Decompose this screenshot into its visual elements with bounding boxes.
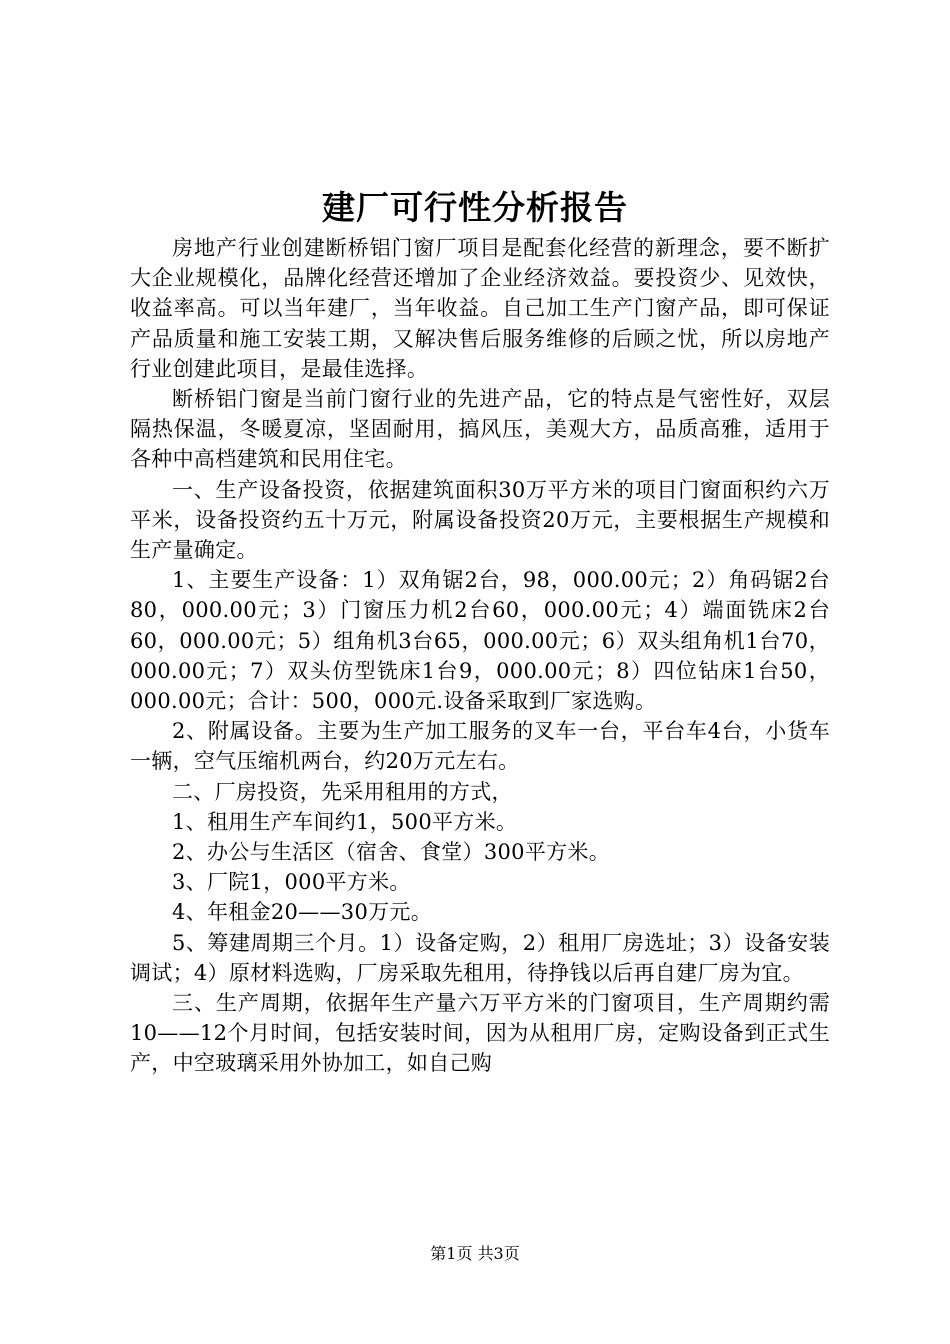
document-title: 建厂可行性分析报告 [322,188,628,227]
paragraph-office-living: 2、办公与生活区（宿舍、食堂）300平方米。 [172,840,611,865]
paragraph-equipment-investment: 一、生产设备投资，依据建筑面积30万平方米的项目门窗面积约六万平米，设备投资约五十万元，附属设备投资20万元，主要根据生产规模和生产量确定。 [130,477,830,563]
paragraph-intro: 房地产行业创建断桥铝门窗厂项目是配套化经营的新理念，要不断扩大企业规模化，品牌化经营还增加了企业经济效益。要投资少、见效快，收益率高。可以当年建厂，当年收益。自己加工生产门窗产品，即可保证产品质量和施工安装工期，又解决售后服务维修的后顾之忧，所以房地产行业创建此项目，是最佳选择。 [130,236,830,381]
paragraph-main-equipment: 1、主要生产设备：1）双角锯2台，98，000.00元；2）角码锯2台80，000.00元；3）门窗压力机2台60，000.00元；4）端面铣床2台60，000.00元；5）组角机3台65，000.00元；6）双头组角机1台70，000.00元；7）双头仿型铣床1台9，000.00元；8）四位钻床1台50，000.00元；合计：500，000元.设备采取到厂家选购。 [130,568,830,714]
paragraph-construction-period: 5、筹建周期三个月。1）设备定购，2）租用厂房选址；3）设备安装调试；4）原材料选购，厂房采取先租用，待挣钱以后再自建厂房为宜。 [130,930,830,985]
paragraph-annual-rent: 4、年租金20——30万元。 [172,900,433,925]
page-footer: 第1页 共3页 [430,1244,520,1263]
paragraph-workshop-rental: 1、租用生产车间约1，500平方米。 [172,809,518,834]
paragraph-factory-investment: 二、厂房投资，先采用租用的方式， [172,779,513,804]
paragraph-auxiliary-equipment: 2、附属设备。主要为生产加工服务的叉车一台，平台车4台，小货车一辆，空气压缩机两台，约20万元左右。 [130,719,830,774]
paragraph-production-cycle: 三、生产周期，依据年生产量六万平方米的门窗项目，生产周期约需10——12个月时间，包括安装时间，因为从租用厂房，定购设备到正式生产，中空玻璃采用外协加工，如自己购 [130,991,830,1076]
paragraph-factory-yard: 3、厂院1，000平方米。 [172,870,411,895]
document-body [130,233,830,1079]
paragraph-product-features: 断桥铝门窗是当前门窗行业的先进产品，它的特点是气密性好，双层隔热保温，冬暖夏凉，坚固耐用，搞风压，美观大方，品质高雅，适用于各种中高档建筑和民用住宅。 [130,387,830,472]
